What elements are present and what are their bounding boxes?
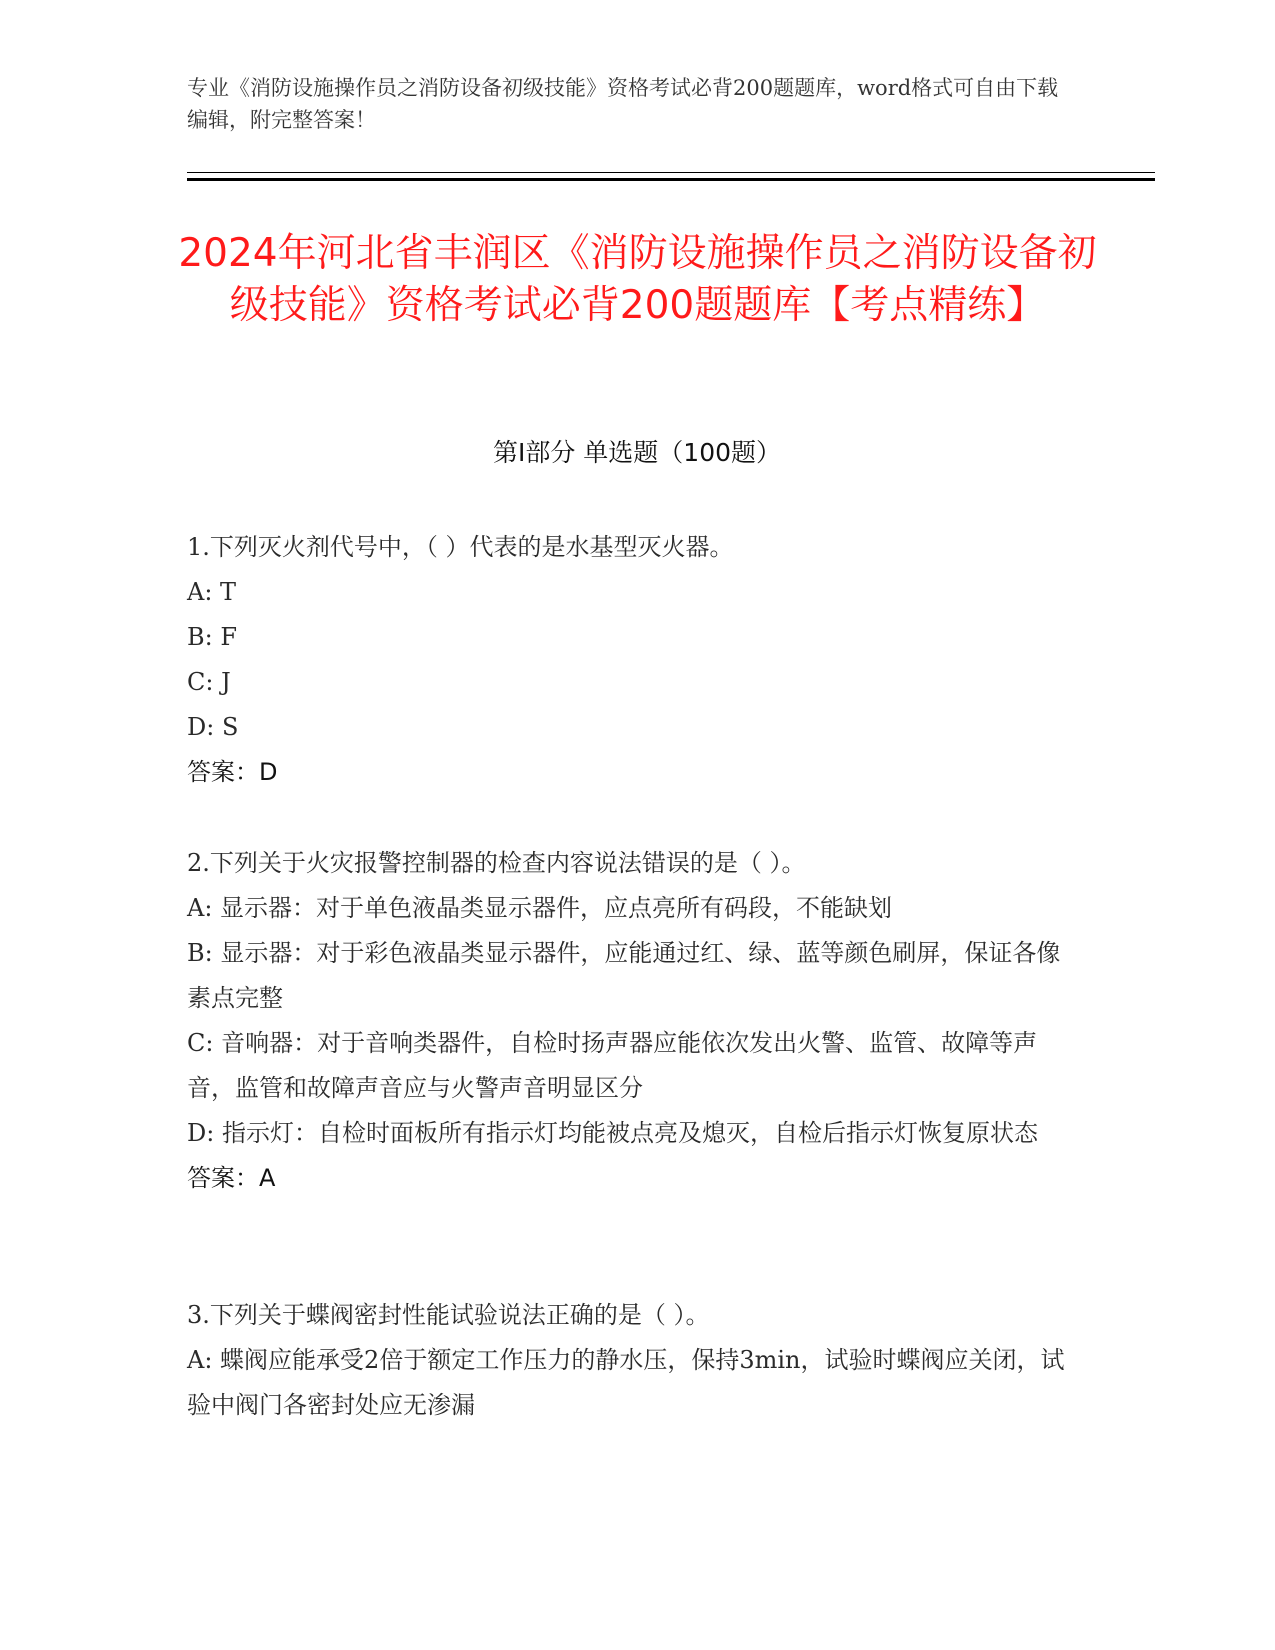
answer: 答案：A [187,1164,276,1192]
document-title: 2024年河北省丰润区《消防设施操作员之消防设备初级技能》资格考试必背200题题库【考点精练】 [178,231,1097,328]
option-d: D: 指示灯：自检时面板所有指示灯均能被点亮及熄灭，自检后指示灯恢复原状态 [187,1119,1038,1147]
option-a: A: T [187,578,237,606]
header-divider-thin [187,172,1155,173]
option-c: C: 音响器：对于音响类器件，自检时扬声器应能依次发出火警、监管、故障等声音，监管和故障声音应与火警声音明显区分 [187,1029,1038,1102]
question-stem: 3.下列关于蝶阀密封性能试验说法正确的是（ ）。 [187,1301,710,1329]
question-1 [187,525,1077,795]
question-2 [187,841,1077,1201]
question-stem: 2.下列关于火灾报警控制器的检查内容说法错误的是（ ）。 [187,849,806,877]
option-d: D: S [187,713,239,741]
option-b: B: F [187,623,238,651]
question-3 [187,1293,1077,1428]
option-c: C: J [187,668,231,696]
option-a: A: 显示器：对于单色液晶类显示器件，应点亮所有码段，不能缺划 [187,894,893,922]
option-b: B: 显示器：对于彩色液晶类显示器件，应能通过红、绿、蓝等颜色刷屏，保证各像素点完整 [187,939,1061,1012]
option-a: A: 蝶阀应能承受2倍于额定工作压力的静水压，保持3min，试验时蝶阀应关闭，试验中阀门各密封处应无渗漏 [187,1346,1065,1419]
answer: 答案：D [187,758,278,786]
header-note: 专业《消防设施操作员之消防设备初级技能》资格考试必背200题题库，word格式可自由下载编辑，附完整答案！ [187,76,1059,132]
section-heading: 第I部分 单选题（100题） [492,438,782,467]
header-divider-thick [187,178,1155,181]
question-stem: 1.下列灭火剂代号中，（ ）代表的是水基型灭火器。 [187,533,734,561]
